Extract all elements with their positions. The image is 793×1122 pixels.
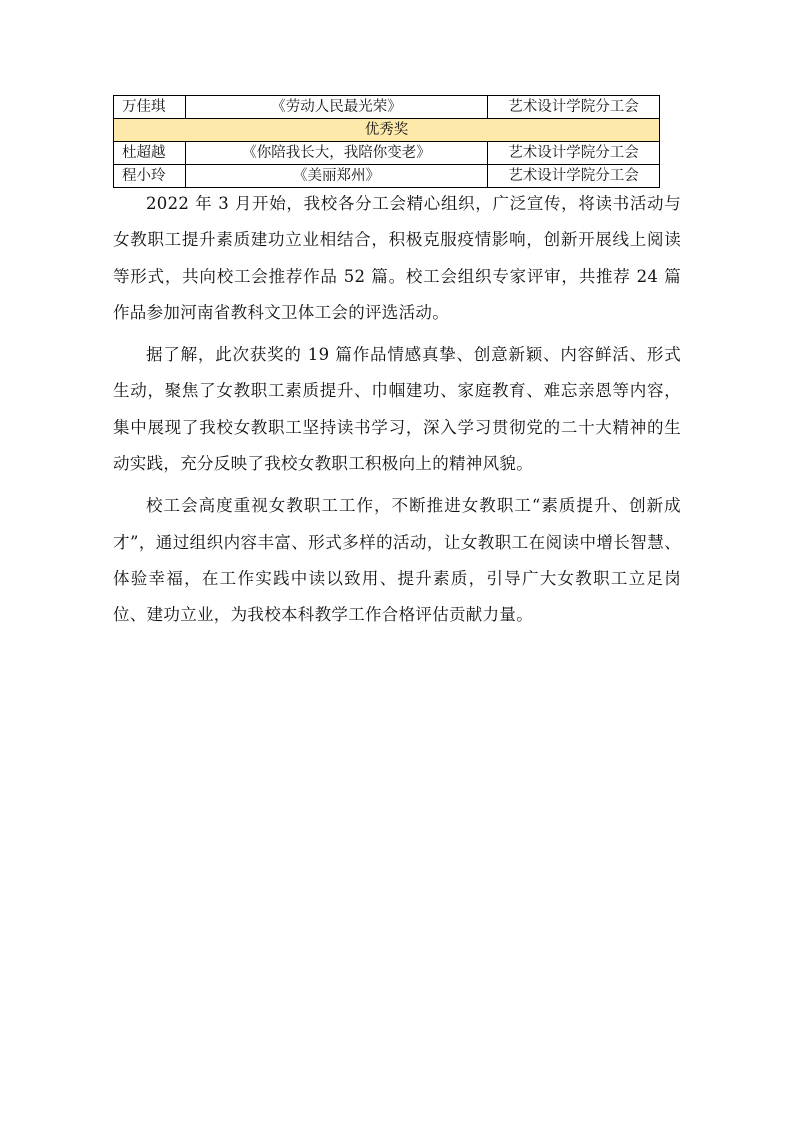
table-row bbox=[114, 142, 660, 165]
table-row bbox=[114, 96, 660, 119]
winner-unit: 艺术设计学院分工会 bbox=[488, 165, 660, 188]
work-title: 《劳动人民最光荣》 bbox=[186, 96, 488, 119]
article-paragraph: 校工会高度重视女教职工工作，不断推进女教职工“素质提升、创新成才”，通过组织内容丰富、形式多样的活动，让女教职工在阅读中增长智慧、体验幸福，在工作实践中读以致用、提升素质，引导广大女教职工立足岗位、建功立业，为我校本科教学工作合格评估贡献力量。 bbox=[113, 496, 681, 625]
winner-name: 万佳琪 bbox=[114, 96, 186, 119]
awards-table bbox=[113, 95, 660, 188]
winner-unit: 艺术设计学院分工会 bbox=[488, 96, 660, 119]
winner-unit: 艺术设计学院分工会 bbox=[488, 142, 660, 165]
article-paragraph: 据了解，此次获奖的 19 篇作品情感真挚、创意新颖、内容鲜活、形式生动，聚焦了女教职工素质提升、巾帼建功、家庭教育、难忘亲恩等内容，集中展现了我校女教职工坚持读书学习，深入学习贯彻党的二十大精神的生动实践，充分反映了我校女教职工积极向上的精神风貌。 bbox=[113, 345, 681, 474]
winner-name: 杜超越 bbox=[114, 142, 186, 165]
table-row bbox=[114, 165, 660, 188]
winner-name: 程小玲 bbox=[114, 165, 186, 188]
article-paragraph: 2022 年 3 月开始，我校各分工会精心组织，广泛宣传，将读书活动与女教职工提升素质建功立业相结合，积极克服疫情影响，创新开展线上阅读等形式，共向校工会推荐作品 52 篇。校工会组织专家评审，共推荐 24 篇作品参加河南省教科文卫体工会的评选活动。 bbox=[113, 194, 681, 322]
award-level-label: 优秀奖 bbox=[114, 119, 660, 142]
work-title: 《你陪我长大，我陪你变老》 bbox=[186, 142, 488, 165]
award-section-header bbox=[114, 119, 660, 142]
work-title: 《美丽郑州》 bbox=[186, 165, 488, 188]
article-body bbox=[113, 186, 681, 640]
